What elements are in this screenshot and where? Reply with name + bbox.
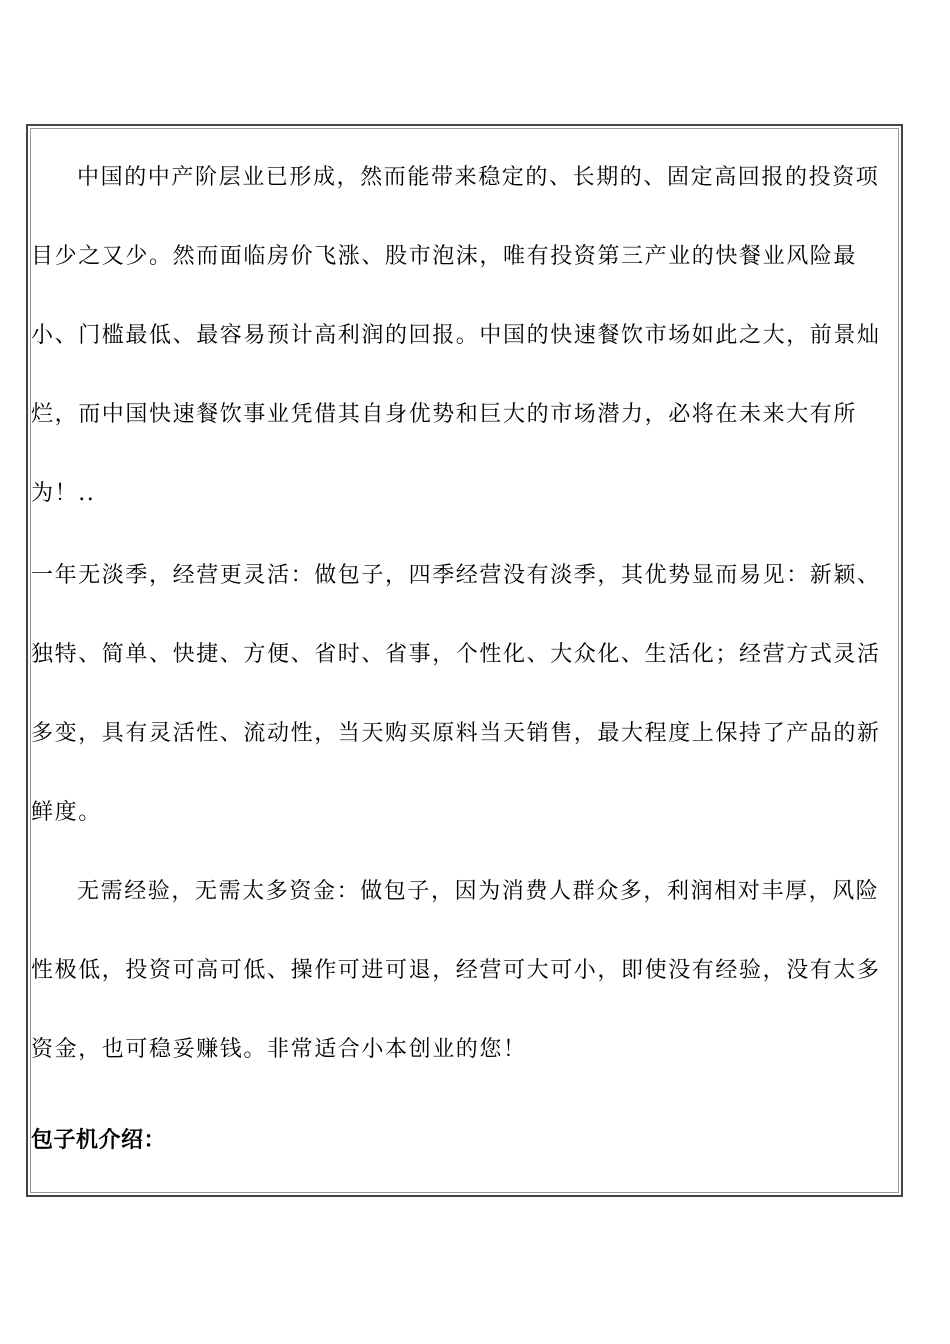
paragraph-1-line-3: 小、门槛最低、最容易预计高利润的回报。中国的快速餐饮市场如此之大，前景灿 bbox=[31, 323, 881, 348]
paragraph-3-line-2: 性极低，投资可高可低、操作可进可退，经营可大可小，即使没有经验，没有太多 bbox=[31, 958, 881, 983]
paragraph-1-line-4: 烂，而中国快速餐饮事业凭借其自身优势和巨大的市场潜力，必将在未来大有所 bbox=[31, 402, 858, 427]
paragraph-3-line-1: 无需经验，无需太多资金：做包子，因为消费人群众多，利润相对丰厚，风险 bbox=[77, 879, 880, 904]
paragraph-2-line-2: 独特、简单、快捷、方便、省时、省事，个性化、大众化、生活化；经营方式灵活 bbox=[31, 642, 881, 667]
paragraph-1-line-1: 中国的中产阶层业已形成，然而能带来稳定的、长期的、固定高回报的投资项 bbox=[77, 165, 880, 190]
paragraph-3-line-3: 资金，也可稳妥赚钱。非常适合小本创业的您！ bbox=[31, 1037, 527, 1062]
paragraph-2-line-4: 鲜度。 bbox=[31, 800, 102, 825]
paragraph-2-line-1: 一年无淡季，经营更灵活：做包子，四季经营没有淡季，其优势显而易见：新颖、 bbox=[31, 563, 881, 588]
section-heading: 包子机介绍： bbox=[31, 1128, 167, 1153]
paragraph-2-line-3: 多变，具有灵活性、流动性，当天购买原料当天销售，最大程度上保持了产品的新 bbox=[31, 721, 881, 746]
paragraph-1-line-2: 目少之又少。然而面临房价飞涨、股市泡沫，唯有投资第三产业的快餐业风险最 bbox=[31, 244, 858, 269]
paragraph-1-line-5: 为！.. bbox=[31, 481, 96, 506]
